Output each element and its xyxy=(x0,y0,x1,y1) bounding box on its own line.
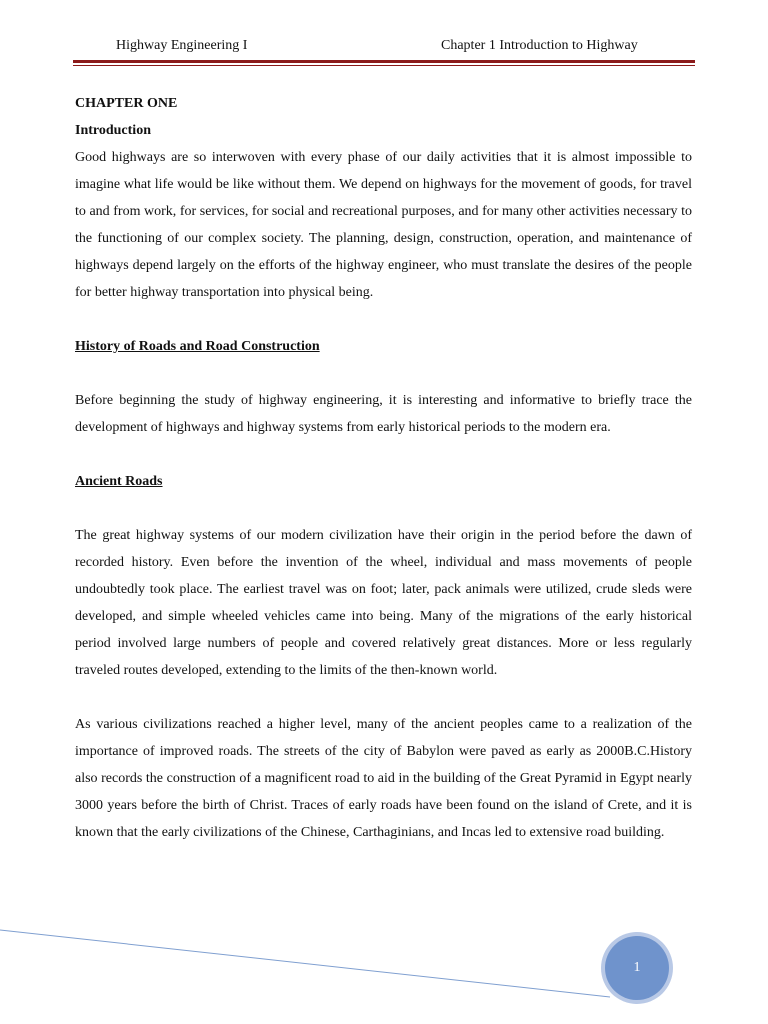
header-left-title: Highway Engineering I xyxy=(116,38,248,53)
header-rule-thick xyxy=(73,60,695,63)
spacer xyxy=(75,441,692,468)
section-title-history: History of Roads and Road Construction xyxy=(75,339,320,354)
spacer xyxy=(75,360,692,387)
spacer xyxy=(75,495,692,522)
history-paragraph: Before beginning the study of highway engineering, it is interesting and informative to briefly trace the development of highways and highway systems from early historical periods to the modern era. xyxy=(75,393,692,435)
spacer xyxy=(75,684,692,711)
ancient-paragraph-2: As various civilizations reached a higher level, many of the ancient peoples came to a realization of the importance of improved roads. The streets of the city of Babylon were paved as early as 2000B.C.History also records the construction of a magnificent road to aid in the building of the Great Pyramid in Egypt nearly 3000 years before the birth of Christ. Traces of early roads have been found on the island of Crete, and it is known that the early civilizations of the Chinese, Carthaginians, and Incas led to extensive road building. xyxy=(75,717,692,840)
section-title-ancient-roads: Ancient Roads xyxy=(75,474,163,489)
header-rule-thin xyxy=(73,65,695,66)
intro-paragraph: Good highways are so interwoven with every phase of our daily activities that it is almost impossible to imagine what life would be like without them. We depend on highways for the movement of goods, for travel to and from work, for services, for social and recreational purposes, and for many other activities necessary to the functioning of our complex society. The planning, design, construction, operation, and maintenance of highways depend largely on the efforts of the highway engineer, who must translate the desires of the people for better highway transportation into physical being. xyxy=(75,150,692,300)
chapter-title: CHAPTER ONE xyxy=(75,96,178,111)
spacer xyxy=(75,306,692,333)
section-title-introduction: Introduction xyxy=(75,123,151,138)
page-number-badge: 1 xyxy=(605,936,669,1000)
ancient-paragraph-1: The great highway systems of our modern civilization have their origin in the period before the dawn of recorded history. Even before the invention of the wheel, individual and mass movements of people undoubtedly took place. The earliest travel was on foot; later, pack animals were utilized, crude sleds were developed, and simple wheeled vehicles came into being. Many of the migrations of the early historical period involved large numbers of people and covered relatively great distances. More or less regularly traveled routes developed, extending to the limits of the then-known world. xyxy=(75,528,692,678)
page-body xyxy=(75,90,692,846)
page-header xyxy=(0,0,768,70)
header-right-title: Chapter 1 Introduction to Highway xyxy=(441,38,638,53)
